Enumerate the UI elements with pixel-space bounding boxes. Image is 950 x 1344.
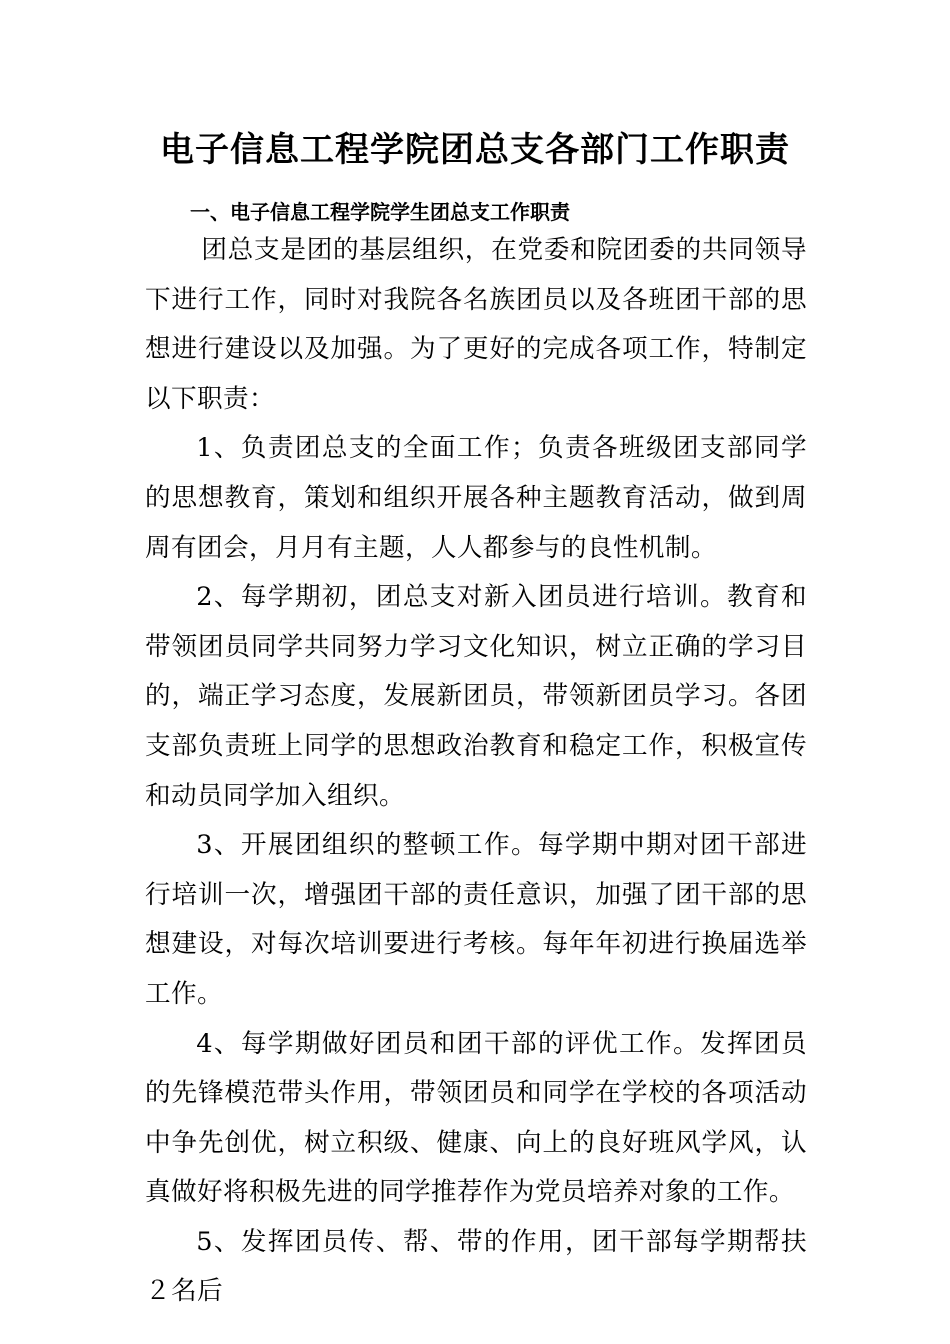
document-title: 电子信息工程学院团总支各部门工作职责 (160, 130, 790, 170)
paragraph-item-2: 2、每学期初，团总支对新入团员进行培训。教育和带领团员同学共同努力学习文化知识，树立正确的学习目的，端正学习态度，发展新团员，带领新团员学习。各团支部负责班上同学的思想政治教育和稳定工作，积极宣传和动员同学加入组织。 (145, 582, 807, 811)
paragraph-item-5: 5、发挥团员传、帮、带的作用，团干部每学期帮扶２名后 (145, 1226, 807, 1307)
paragraph-intro: 团总支是团的基层组织，在党委和院团委的共同领导下进行工作，同时对我院各名族团员以及各班团干部的思想进行建设以及加强。为了更好的完成各项工作，特制定以下职责： (145, 235, 807, 414)
paragraph-item-1: 1、负责团总支的全面工作；负责各班级团支部同学的思想教育，策划和组织开展各种主题教育活动，做到周周有团会，月月有主题，人人都参与的良性机制。 (145, 433, 807, 563)
paragraph-item-3: 3、开展团组织的整顿工作。每学期中期对团干部进行培训一次，增强团干部的责任意识，加强了团干部的思想建设，对每次培训要进行考核。每年年初进行换届选举工作。 (145, 830, 807, 1009)
document-body (145, 226, 807, 1317)
paragraph-item-4: 4、每学期做好团员和团干部的评优工作。发挥团员的先锋模范带头作用，带领团员和同学在学校的各项活动中争先创优，树立积级、健康、向上的良好班风学风，认真做好将积极先进的同学推荐作为党员培养对象的工作。 (145, 1028, 807, 1208)
section-heading: 一、电子信息工程学院学生团总支工作职责 (190, 200, 570, 224)
